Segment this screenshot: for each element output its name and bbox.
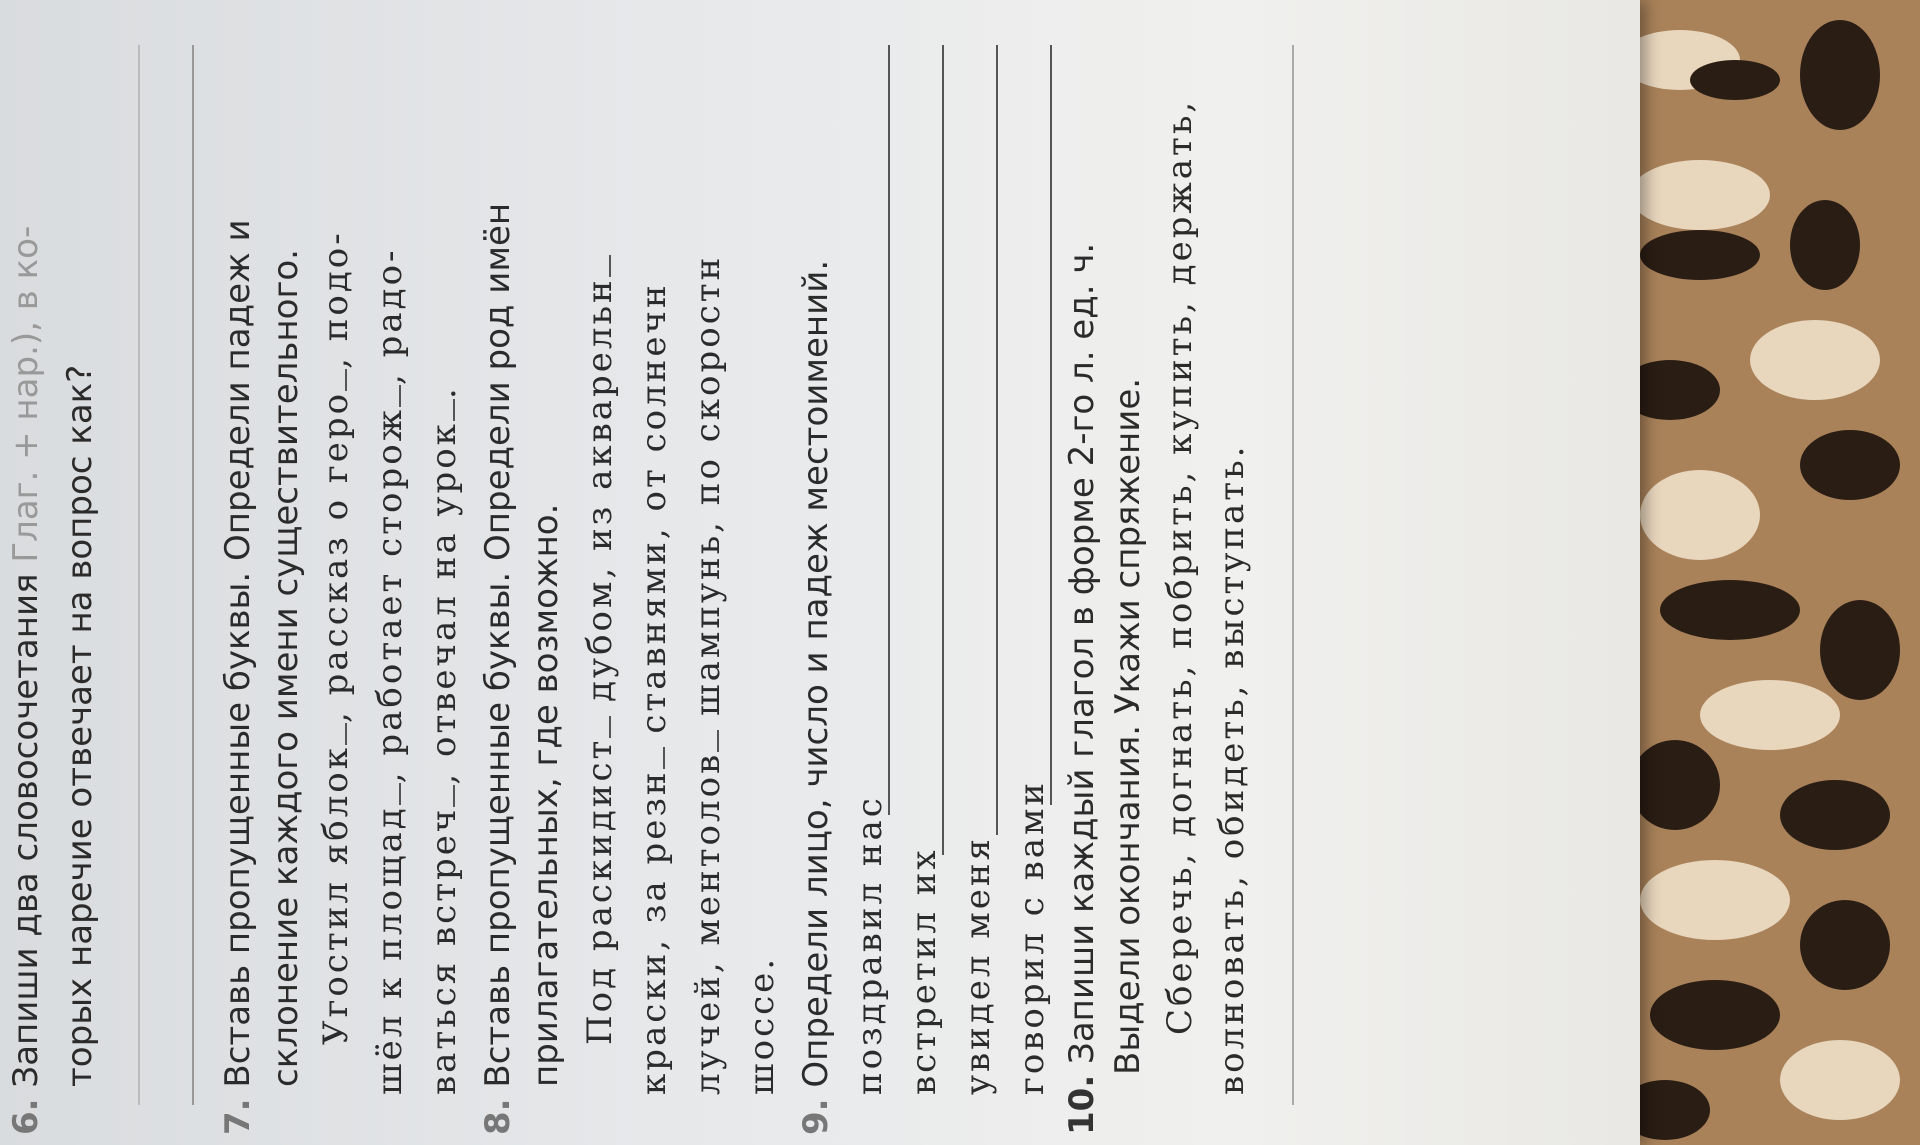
answer-line bbox=[1292, 45, 1294, 1105]
example-text: шампунь, по скоростн bbox=[688, 254, 728, 716]
blank bbox=[373, 385, 401, 407]
example-text: ставнями, от солнечн bbox=[634, 282, 674, 734]
task6-number: 6. bbox=[6, 1098, 46, 1135]
task9-number: 9. bbox=[796, 1098, 836, 1135]
blank bbox=[427, 785, 455, 807]
task6-line1 bbox=[6, 226, 46, 1135]
example-text: шёл к площад bbox=[370, 805, 410, 1095]
task7-line2: склонение каждого имени существительного. bbox=[266, 249, 306, 1087]
example-text: , отвечал на урок bbox=[424, 421, 464, 785]
task8-number: 8. bbox=[478, 1098, 518, 1135]
example-text: , рассказ о геро bbox=[316, 390, 356, 723]
task7-example3 bbox=[424, 385, 464, 1095]
example-text: дубом, из акварельн bbox=[580, 277, 620, 702]
example-text: , работает сторож bbox=[370, 407, 410, 784]
task8-line1 bbox=[478, 203, 518, 1135]
task9-item-2: встретил их bbox=[904, 847, 944, 1095]
task10-number: 10. bbox=[1062, 1074, 1102, 1135]
answer-line bbox=[192, 45, 194, 1105]
task6-text-1: Запиши два словосочетания bbox=[6, 573, 46, 1088]
leopard-fabric-background bbox=[1600, 0, 1920, 1145]
task7-text-1: Вставь пропущенные буквы. Определи падеж и bbox=[218, 219, 258, 1088]
example-text: лучей, ментолов bbox=[688, 751, 728, 1095]
blank bbox=[583, 255, 611, 277]
task8-example2 bbox=[634, 282, 674, 1095]
blank bbox=[691, 730, 719, 752]
task6-fragment: Глаг. + нар.), в ко- bbox=[6, 225, 46, 563]
example-text: ваться встреч bbox=[424, 806, 464, 1095]
task9-item-3: увидел меня bbox=[958, 836, 998, 1095]
blank bbox=[373, 783, 401, 805]
worksheet-content-rotated bbox=[0, 15, 1600, 1145]
task7-example1 bbox=[316, 230, 356, 1045]
task7-line1 bbox=[218, 219, 258, 1135]
blank bbox=[319, 369, 347, 391]
answer-line bbox=[888, 45, 890, 815]
blank bbox=[319, 723, 347, 745]
task7-number: 7. bbox=[218, 1098, 258, 1135]
task9-line1 bbox=[796, 260, 836, 1135]
task6-line2: торых наречие отвечает на вопрос как? bbox=[60, 364, 100, 1087]
answer-line bbox=[138, 45, 140, 1105]
answer-line bbox=[1050, 45, 1052, 805]
example-text: Под раскидист bbox=[580, 737, 620, 1045]
task9-item-1: поздравил нас bbox=[850, 795, 890, 1095]
example-text: , радо- bbox=[370, 247, 410, 385]
blank bbox=[637, 747, 665, 769]
task8-example4: шоссе. bbox=[742, 955, 782, 1095]
example-text: краски, за резн bbox=[634, 769, 674, 1095]
task10-example2: волновать, обидеть, выступать. bbox=[1212, 443, 1252, 1095]
task7-example2 bbox=[370, 247, 410, 1095]
task9-item-4: говорил с вами bbox=[1012, 779, 1052, 1095]
task10-line1 bbox=[1062, 243, 1102, 1135]
blank bbox=[427, 399, 455, 421]
task8-line2: прилагательных, где возможно. bbox=[526, 503, 566, 1087]
answer-line bbox=[996, 45, 998, 835]
example-text: , подо- bbox=[316, 230, 356, 369]
example-text: . bbox=[424, 385, 464, 400]
task10-text-1: Запиши каждый глагол в форме 2-го л. ед. ч. bbox=[1062, 242, 1102, 1064]
task10-example1: Сберечь, догнать, побрить, купить, держать, bbox=[1160, 98, 1200, 1035]
task8-example1 bbox=[580, 255, 620, 1045]
example-text: Угостил яблок bbox=[316, 744, 356, 1045]
answer-line bbox=[942, 45, 944, 855]
task8-text-1: Вставь пропущенные буквы. Определи род имён bbox=[478, 202, 518, 1088]
task10-line2: Выдели окончания. Укажи спряжение. bbox=[1108, 377, 1148, 1075]
task8-example3 bbox=[688, 255, 728, 1095]
task9-text-1: Определи лицо, число и падеж местоимений. bbox=[796, 259, 836, 1088]
blank bbox=[583, 716, 611, 738]
